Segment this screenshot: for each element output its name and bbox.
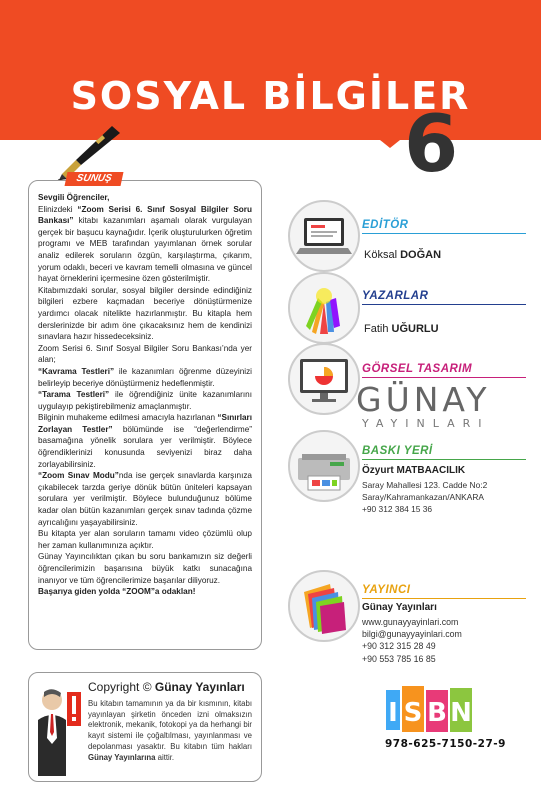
print-rule xyxy=(362,459,526,460)
publisher-image xyxy=(288,570,360,642)
foreword-highlight: “Zoom Serisi 6. Sınıf Sosyal Bilgiler Soru Bankası” xyxy=(38,204,252,226)
authors-last-name: UĞURLU xyxy=(391,323,439,335)
publisher-phone-1: +90 312 315 28 49 xyxy=(362,641,436,652)
publisher-name: Günay Yayınları xyxy=(362,602,437,613)
copyright-body-main: Bu kitabın tamamının ya da bir kısmının, kitabı yayınlayan şirketin önceden izni olmaksızın elektronik, mekanik, fotokopi ya da herhangi bir kayıt sistemi ile çoğaltılması, yayınlanması ve depolanması yasaktır. Bu kitabın tüm hakları xyxy=(88,699,252,751)
printer-icon xyxy=(290,432,358,500)
foreword-highlight: “Zoom Sınav Modu” xyxy=(38,471,119,481)
svg-text:N: N xyxy=(450,698,472,728)
foreword-paragraph: Bu kitapta yer alan soruların tamamı video çözümlü olup her zaman kullanımınıza açıktır. xyxy=(38,529,252,550)
print-address xyxy=(362,479,487,515)
grade-number: 6 xyxy=(404,100,459,190)
foreword-paragraph: Elinizdeki “Zoom Serisi 6. Sınıf Sosyal Bilgiler Soru Bankası” kitabı kazanımları aşamalı olarak vurgulayan gerçek bir başucu kaynağıdır. İçerik oluşturulurken öğretim programı ve MEB tarafından yayımlanan örnek sorular analiz edilerek soruların özgün, karşılaştırma, çıkarım, yorum odaklı, beceri ve kavram temelli olmasına ve güncel hayat örneklerini içermesine özen gösterilmiştir. xyxy=(38,204,252,284)
editor-label: EDİTÖR xyxy=(362,219,409,231)
foreword-paragraph: Günay Yayıncılıktan çıkan bu soru bankamızın siz değerli öğrencilerimizin başarısına büyük katkı sunacağına inanıyor ve tüm öğrencilerimize başarılar diliyoruz. xyxy=(38,552,252,585)
publisher-website: www.gunayyayinlari.com xyxy=(362,617,459,627)
foreword-paragraph: “Kavrama Testleri” ile kazanımları öğrenme düzeyinizi belirleyip beceriye dönüştürmeniz hedeflenmiştir. xyxy=(38,366,253,388)
foreword-tag: SUNUŞ xyxy=(65,172,124,186)
design-label: GÖRSEL TASARIM xyxy=(362,363,473,375)
foreword-highlight: “Sınırları Zorlayan Testler” xyxy=(38,413,252,434)
publisher-label: YAYINCI xyxy=(362,584,411,596)
isbn-logo xyxy=(384,684,482,736)
print-label: BASKI YERİ xyxy=(362,445,433,457)
gunay-logo-main: GÜNAY xyxy=(356,380,491,419)
copyright-body-end: aittir. xyxy=(155,752,175,762)
isbn-number: 978-625-7150-27-9 xyxy=(385,738,506,750)
print-company: Özyurt MATBAACILIK xyxy=(362,465,466,476)
copyright-body-bold: Günay Yayınlarına xyxy=(88,752,156,762)
books-icon xyxy=(290,572,358,640)
foreword-paragraph: Kitabımızdaki sorular, sosyal bilgiler dersinde edindiğiniz bilgileri ezbere kaçmadan beceriye dönüştürmenize yardımcı olacak nitelikte hazırlanmıştır. Bu kitapla hem derslerinizde bir adım öne çıkacaksınız hem de kendinizi sınavlara hazır hissedeceksiniz. xyxy=(38,285,252,342)
design-rule xyxy=(362,377,526,378)
book-title: SOSYAL BİLGİLER xyxy=(70,74,471,118)
publisher-contact xyxy=(362,616,462,665)
foreword-closing: Başarıya giden yolda “ZOOM”a odaklan! xyxy=(38,587,196,597)
authors-label: YAZARLAR xyxy=(362,290,429,302)
header-notch xyxy=(380,140,400,148)
authors-image xyxy=(288,272,360,344)
header-band xyxy=(0,0,541,140)
copyright-title xyxy=(88,680,245,694)
editor-image xyxy=(288,200,360,272)
gunay-logo-sub: YAYINLARI xyxy=(362,417,490,430)
print-image xyxy=(288,430,360,502)
print-phone: +90 312 384 15 36 xyxy=(362,504,433,514)
editor-last-name: DOĞAN xyxy=(400,249,442,261)
publisher-rule xyxy=(362,598,526,599)
print-address-line: Saray Mahallesi 123. Cadde No:2 xyxy=(362,480,488,490)
copyright-prefix: Copyright © xyxy=(88,680,155,694)
design-image xyxy=(288,343,360,415)
foreword-highlight: “Tarama Testleri” xyxy=(38,390,110,400)
foreword-text xyxy=(38,192,252,598)
person-warning-icon xyxy=(34,686,84,776)
editor-name xyxy=(364,249,441,261)
laptop-icon xyxy=(290,202,358,270)
pencils-icon xyxy=(290,274,358,342)
authors-name xyxy=(364,323,439,335)
editor-rule xyxy=(362,233,526,234)
print-city-line: Saray/Kahramankazan/ANKARA xyxy=(362,492,484,502)
svg-text:B: B xyxy=(427,698,447,728)
copyright-brand: Günay Yayınları xyxy=(154,680,245,694)
publisher-email: bilgi@gunayyayinlari.com xyxy=(362,629,462,640)
foreword-paragraph: “Tarama Testleri” ile öğrendiğiniz ünite kazanımlarını uygulayıp pekiştirebilmeniz amaçlanmıştır. xyxy=(38,390,253,411)
copyright-body xyxy=(88,699,252,763)
foreword-paragraph: “Zoom Sınav Modu”nda ise gerçek sınavlarda karşınıza çıkabilecek tarzda geriye dönük bütün üniteleri kapsayan sorulara yer verilmiştir. Böylece bulunduğunuz bölüme kadar olan bütün kazanımları gerçek sınav tadında çözme ayrıcalığını yaşayabilirsiniz. xyxy=(38,471,252,527)
publisher-phone-2: +90 553 785 16 85 xyxy=(362,653,436,664)
foreword-paragraph: Bilginin muhakeme edilmesi amacıyla hazırlanan “Sınırları Zorlayan Testler” bölümünde ise “değerlendirme” basamağına yönelik sorulara yer verilmiştir. Böylece öğrendiklerinizi konusunda seviyenizi biraz daha zorlayabilirsiniz. xyxy=(38,413,252,469)
authors-first-name: Fatih xyxy=(364,323,392,335)
design-screen-icon xyxy=(290,345,358,413)
foreword-greeting: Sevgili Öğrenciler, xyxy=(38,193,110,202)
foreword-paragraph: Zoom Serisi 6. Sınıf Sosyal Bilgiler Soru Bankası’nda yer alan; xyxy=(38,343,252,365)
svg-text:S: S xyxy=(403,698,423,728)
foreword-highlight: “Kavrama Testleri” xyxy=(38,366,115,376)
editor-first-name: Köksal xyxy=(364,249,401,261)
svg-text:I: I xyxy=(388,698,398,728)
gunay-logo xyxy=(356,380,491,430)
authors-rule xyxy=(362,304,526,305)
